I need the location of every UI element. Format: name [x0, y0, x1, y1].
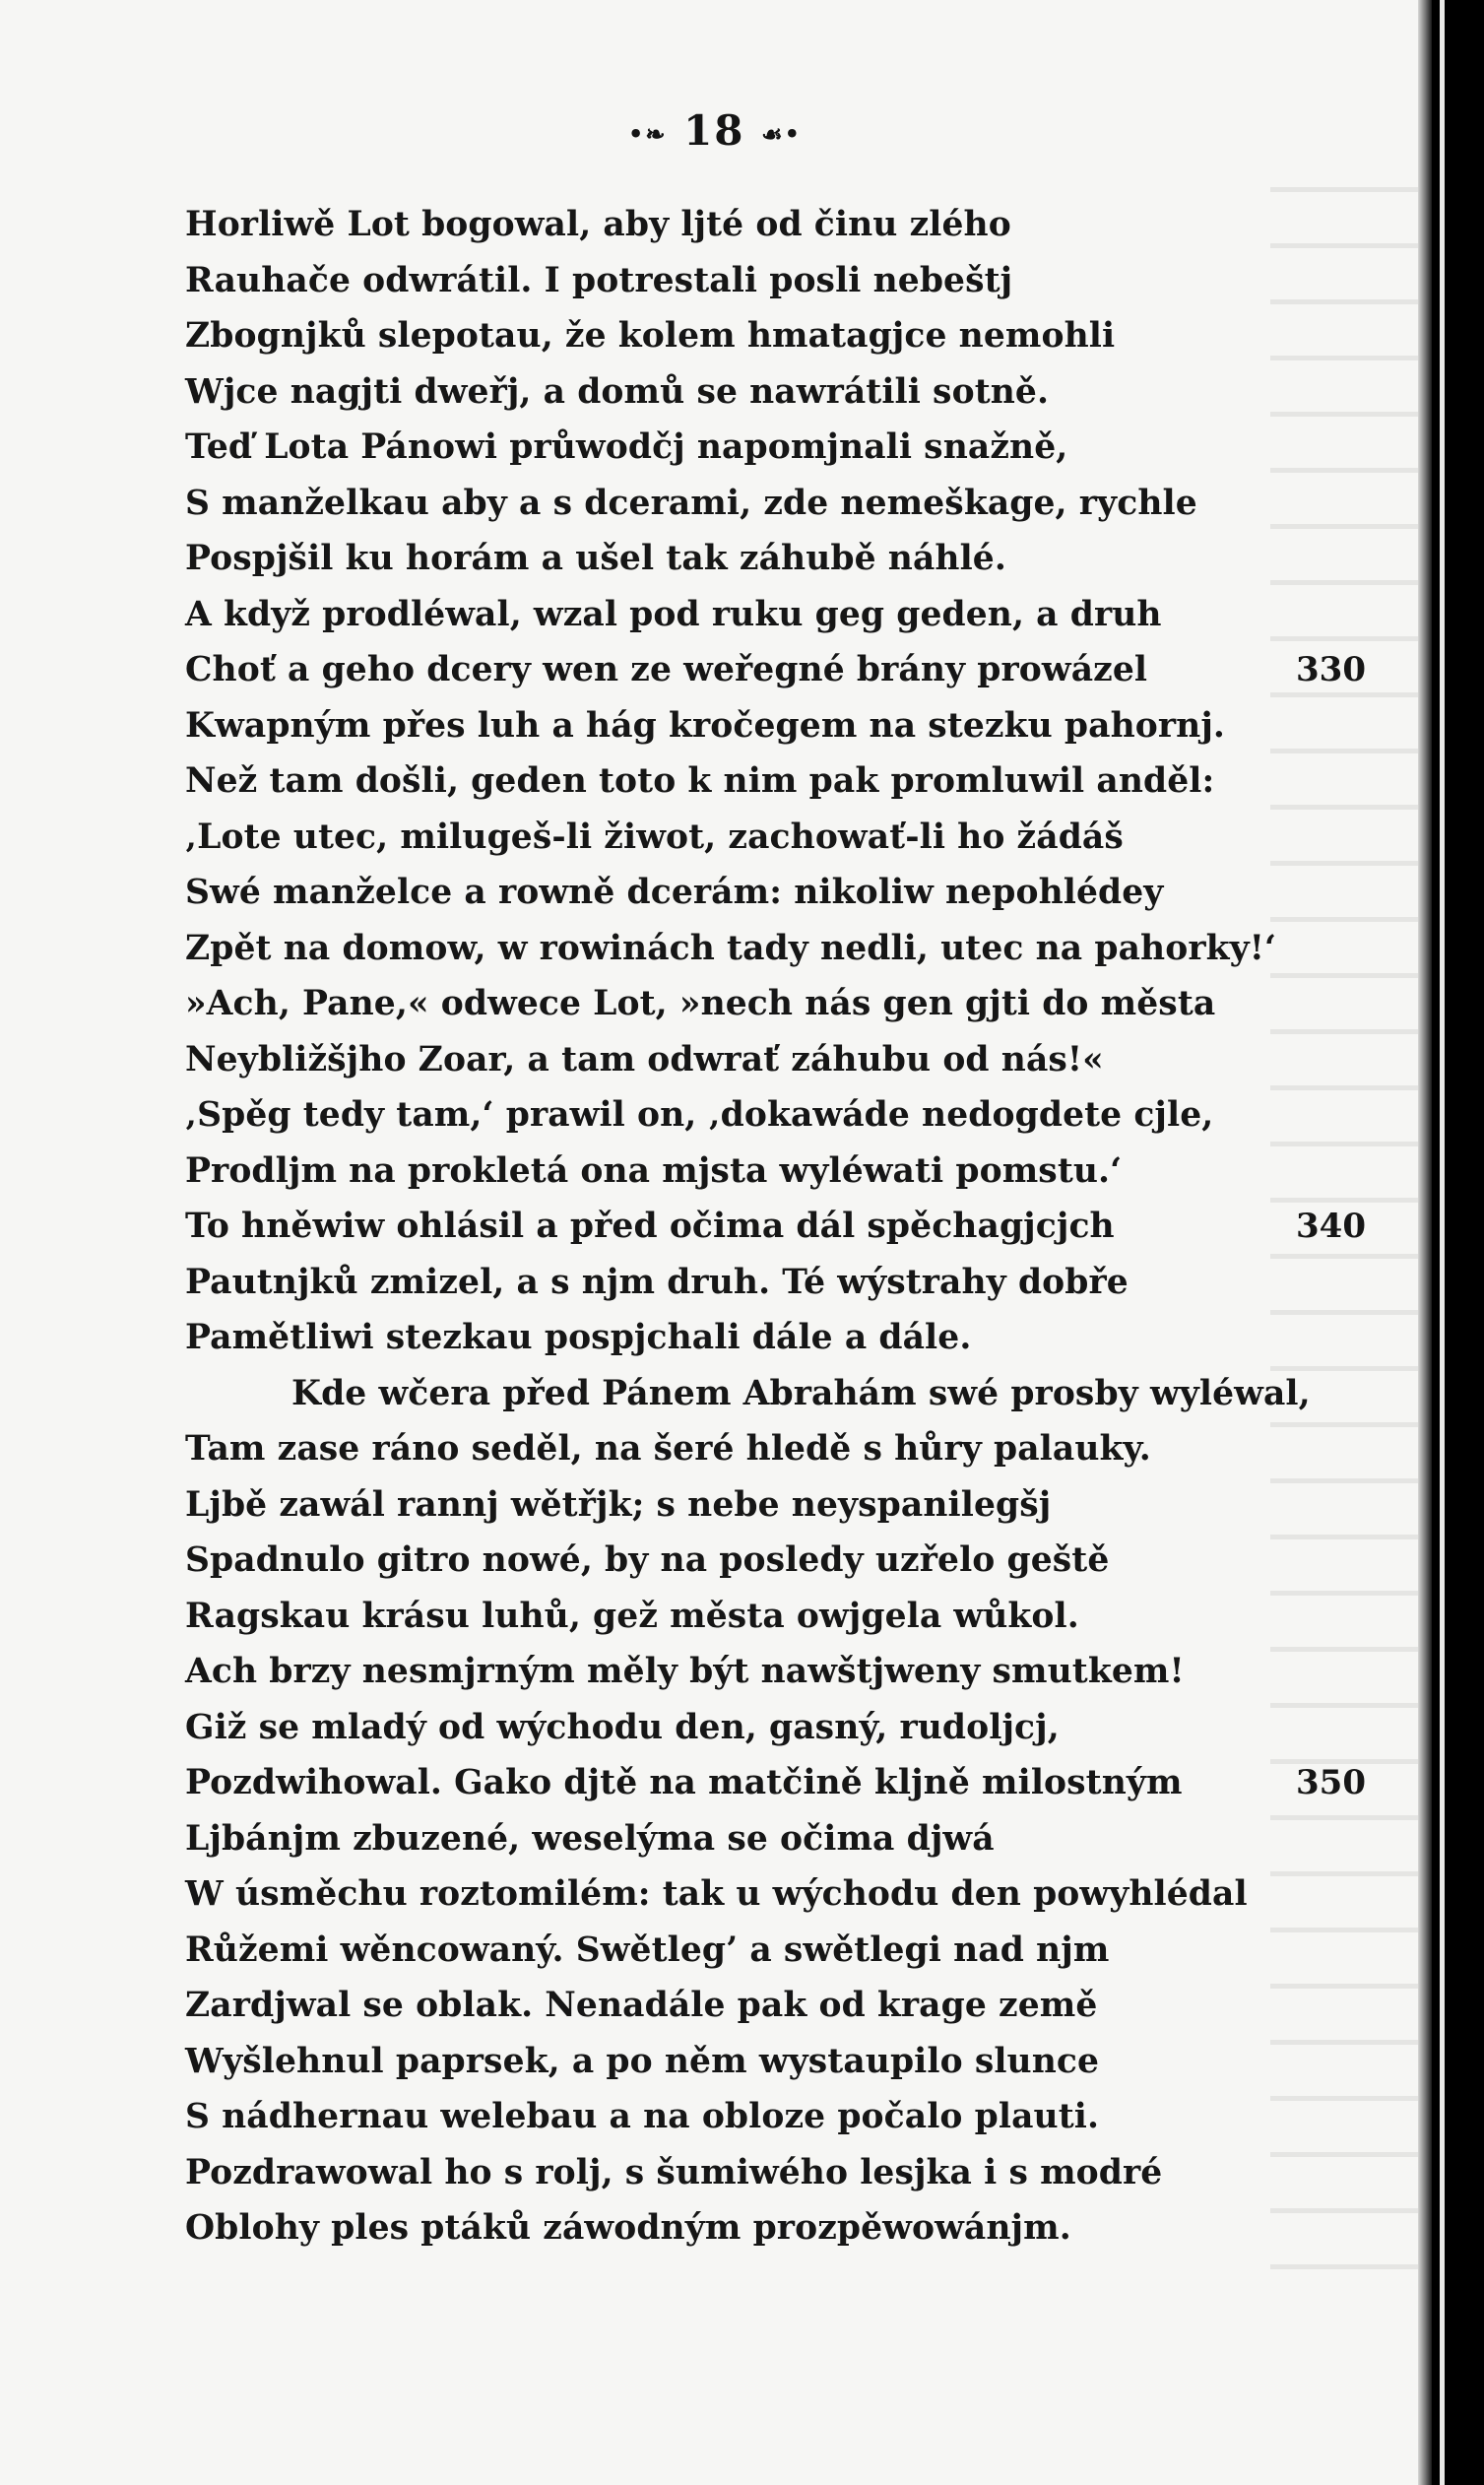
text-line [185, 587, 1367, 643]
text-line [185, 2089, 1367, 2145]
line-text: Kde wčera před Pánem Abrahám swé prosby wyléwal, [291, 1373, 1311, 1413]
text-line [185, 1477, 1367, 1534]
text-line [185, 921, 1367, 977]
line-text: Swé manželce a rowně dcerám: nikoliw nepohlédey [185, 873, 1164, 912]
line-text: Ragskau krásu luhů, gež města owjgela wůkol. [185, 1596, 1079, 1636]
text-line [185, 2145, 1367, 2201]
page-edge-line [1440, 0, 1445, 2485]
text-line [185, 2034, 1367, 2090]
line-text: Choť a geho dcery wen ze weřegné brány prowázel [185, 650, 1148, 689]
text-line [185, 1144, 1367, 1200]
page-number: 18 [683, 106, 745, 155]
line-number: 340 [1296, 1207, 1366, 1246]
line-text: A když prodléwal, wzal pod ruku geg geden, a druh [185, 594, 1162, 634]
line-text: Než tam došli, geden toto k nim pak promluwil anděl: [185, 761, 1215, 801]
line-text: Wyšlehnul paprsek, a po něm wystaupilo slunce [185, 2041, 1100, 2081]
text-line [185, 1087, 1367, 1144]
text-line [185, 1866, 1367, 1923]
ornament-right: ☙• [761, 119, 802, 149]
text-line [185, 1199, 1367, 1255]
line-text: »Ach, Pane,« odwece Lot, »nech nás gen gjti do města [185, 984, 1216, 1023]
line-text: Zpět na domow, w rowinách tady nedli, utec na pahorky!‘ [185, 928, 1277, 968]
page-number-header [0, 106, 1430, 155]
line-text: To hněwiw ohlásil a před očima dál spěchagjcjch [185, 1207, 1115, 1246]
text-line [185, 364, 1367, 421]
poem-text [185, 197, 1367, 2256]
text-line [185, 1755, 1367, 1811]
ornament-left: •❧ [627, 119, 668, 149]
line-text: Ljbě zawál rannj wětřjk; s nebe neyspanilegšj [185, 1484, 1052, 1525]
text-line [185, 476, 1367, 532]
line-text: S nádhernau welebau a na obloze počalo plauti. [185, 2097, 1100, 2136]
text-line [185, 1310, 1367, 1366]
text-line [185, 1644, 1367, 1700]
text-line [185, 810, 1367, 866]
text-line [185, 698, 1367, 754]
text-line [185, 865, 1367, 921]
text-line [185, 531, 1367, 587]
line-text: Ljbánjm zbuzené, weselýma se očima djwá [185, 1818, 995, 1859]
line-text: Spadnulo gitro nowé, by na posledy uzřelo geště [185, 1540, 1110, 1580]
text-line [185, 642, 1367, 698]
text-line [185, 1032, 1367, 1088]
line-text: Prodljm na prokletá ona mjsta wyléwati pomstu.‘ [185, 1150, 1123, 1191]
line-number: 330 [1296, 650, 1366, 689]
line-text: Rauhače odwrátil. I potrestali posli nebeštj [185, 260, 1013, 300]
text-line [185, 1589, 1367, 1645]
text-line [185, 1421, 1367, 1477]
line-text: Pautnjků zmizel, a s njm druh. Té wýstrahy dobře [185, 1262, 1129, 1302]
line-text: Ach brzy nesmjrným měly být nawštjweny smutkem! [185, 1652, 1185, 1691]
line-text: Pozdrawowal ho s rolj, s šumiwého lesjka i s modré [185, 2152, 1163, 2192]
line-text: Wjce nagjti dweřj, a domů se nawrátili sotně. [185, 371, 1050, 412]
line-text: W úsměchu roztomilém: tak u wýchodu den powyhlédal [185, 1874, 1248, 1914]
line-text: Pospjšil ku horám a ušel tak záhubě náhlé. [185, 539, 1006, 578]
line-text: Tam zase ráno seděl, na šeré hledě s hůry palauky. [185, 1429, 1151, 1469]
text-line [185, 753, 1367, 810]
page-edge-shadow [1418, 0, 1432, 2485]
text-line [185, 420, 1367, 476]
text-line [185, 1978, 1367, 2034]
line-text: S manželkau aby a s dcerami, zde nemeškage, rychle [185, 483, 1197, 523]
text-line [185, 1366, 1367, 1422]
line-text: ‚Spěg tedy tam,‘ prawil on, ‚dokawáde nedogdete cjle, [185, 1095, 1214, 1135]
line-text: Oblohy ples ptáků záwodným prozpěwowánjm. [185, 2208, 1071, 2248]
text-line [185, 197, 1367, 253]
line-text: Zbognjků slepotau, že kolem hmatagjce nemohli [185, 316, 1116, 356]
line-text: Růžemi wěncowaný. Swětleg’ a swětlegi nad njm [185, 1929, 1110, 1970]
text-line [185, 1923, 1367, 1979]
line-text: Teď Lota Pánowi průwodčj napomjnali snažně, [185, 427, 1068, 467]
text-line [185, 308, 1367, 364]
line-text: Neybližšjho Zoar, a tam odwrať záhubu od nás!« [185, 1039, 1104, 1079]
text-line [185, 1811, 1367, 1867]
text-line [185, 1700, 1367, 1756]
text-line [185, 2200, 1367, 2256]
text-line [185, 253, 1367, 309]
line-text: Kwapným přes luh a hág kročegem na stezku pahornj. [185, 705, 1226, 746]
line-text: Giž se mladý od wýchodu den, gasný, rudoljcj, [185, 1707, 1060, 1747]
text-line [185, 1255, 1367, 1311]
line-number: 350 [1296, 1763, 1366, 1802]
text-line [185, 976, 1367, 1032]
line-text: Pozdwihowal. Gako djtě na matčině kljně milostným [185, 1763, 1183, 1802]
line-text: Horliwě Lot bogowal, aby ljté od činu zlého [185, 205, 1011, 244]
line-text: Zardjwal se oblak. Nenadále pak od krage země [185, 1986, 1098, 2025]
text-line [185, 1533, 1367, 1589]
line-text: Pamětliwi stezkau pospjchali dále a dále. [185, 1318, 972, 1357]
line-text: ‚Lote utec, milugeš-li žiwot, zachowať-li ho žádáš [185, 817, 1124, 857]
